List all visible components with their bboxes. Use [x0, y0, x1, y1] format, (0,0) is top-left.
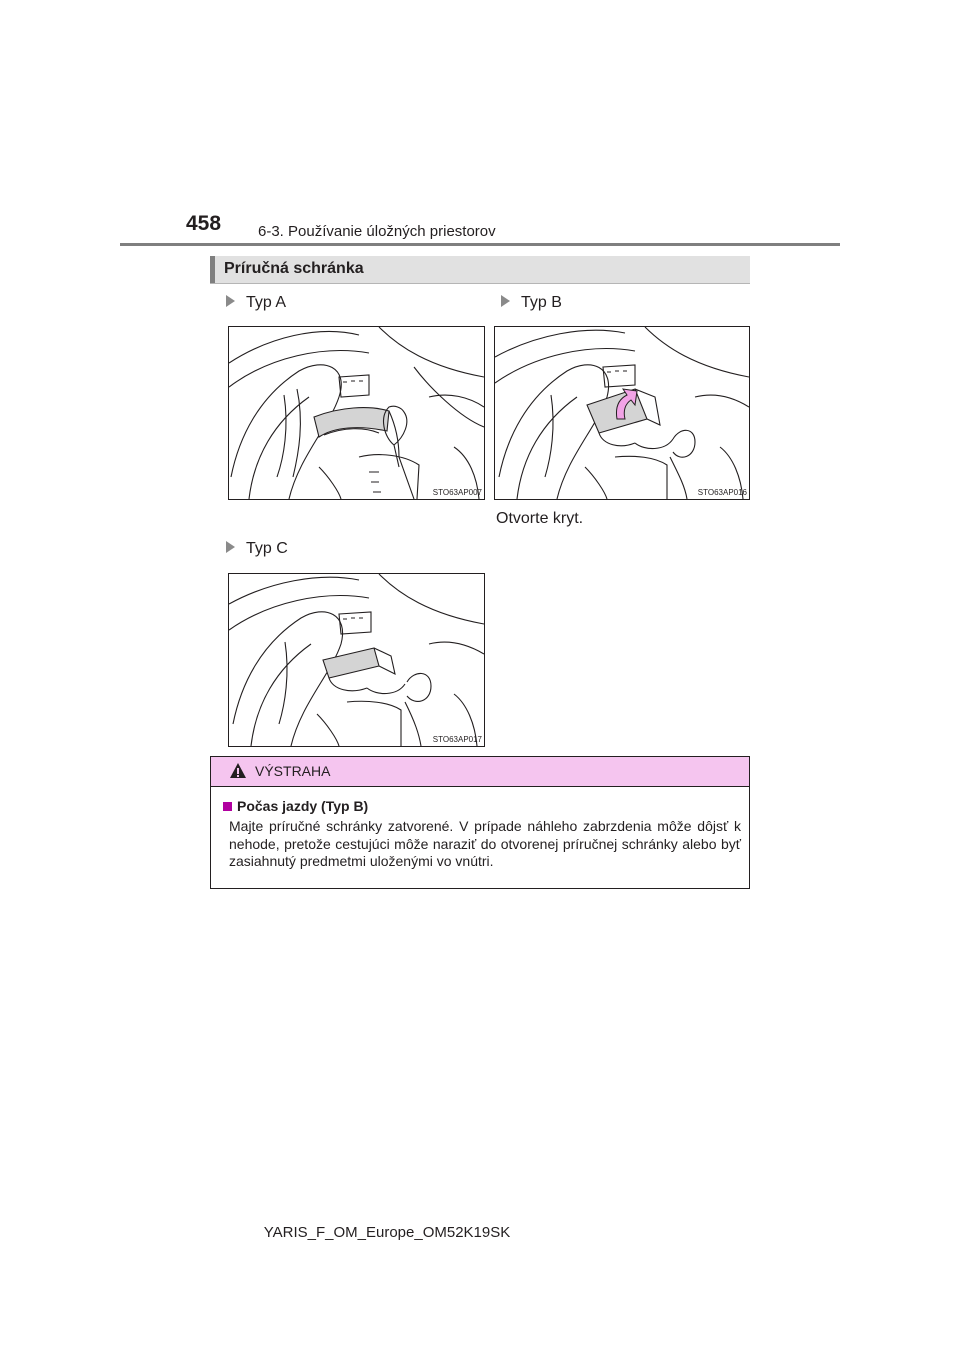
heading-accent [210, 256, 215, 283]
page-number: 458 [186, 212, 222, 235]
figure-type-c [228, 573, 485, 747]
figure-code: STO63AP016 [697, 488, 747, 497]
figure-type-b [494, 326, 750, 500]
illustration-type-c [229, 574, 484, 746]
type-c-label: Typ C [226, 540, 288, 558]
warning-box [210, 756, 750, 889]
illustration-type-b [495, 327, 749, 499]
figure-caption: Otvorte kryt. [496, 510, 584, 527]
warning-label: VÝSTRAHA [255, 763, 331, 779]
figure-code: STO63AP017 [432, 735, 482, 744]
header-divider [120, 243, 840, 246]
figure-type-a [228, 326, 485, 500]
figure-code: STO63AP007 [432, 488, 482, 497]
section-title: 6-3. Používanie úložných priestorov [258, 223, 496, 240]
triangle-bullet-icon [226, 541, 235, 553]
triangle-bullet-icon [226, 295, 235, 307]
footer-doc-id: YARIS_F_OM_Europe_OM52K19SK [263, 1224, 511, 1241]
illustration-type-a [229, 327, 484, 499]
warning-title: Počas jazdy (Typ B) [223, 798, 368, 814]
warning-header [211, 757, 749, 787]
warning-triangle-icon [229, 762, 247, 779]
type-a-label: Typ A [226, 294, 286, 312]
section-heading: Príručná schránka [224, 260, 364, 277]
section-heading-bar [210, 256, 750, 284]
type-b-label: Typ B [501, 294, 562, 312]
triangle-bullet-icon [501, 295, 510, 307]
warning-text: Majte príručné schránky zatvorené. V prípade náhleho zabrzdenia môže dôjsť k nehode, pretože cestujúci môže naraziť do otvorenej príručnej schránky alebo byť zasiahnutý predmetmi uloženými vo vnútri. [229, 818, 741, 869]
square-bullet-icon [223, 802, 232, 811]
